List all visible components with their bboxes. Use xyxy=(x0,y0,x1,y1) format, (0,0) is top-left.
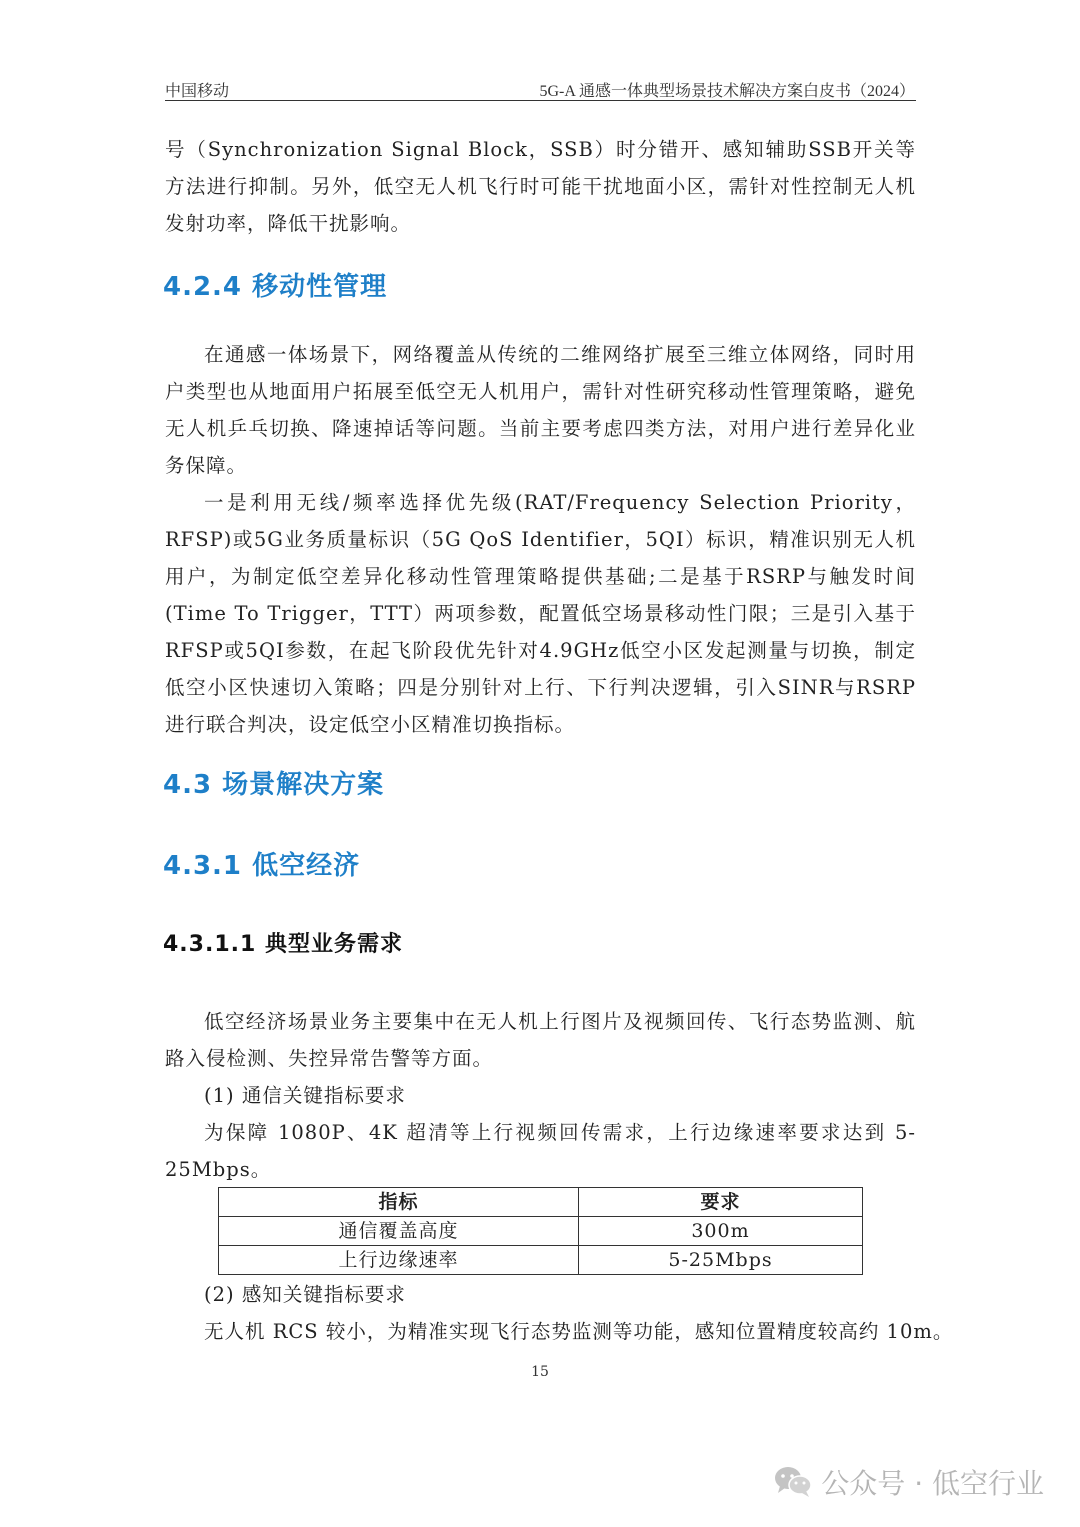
table-header-cell: 指标 xyxy=(219,1188,579,1217)
table-row xyxy=(219,1246,863,1275)
requirements-table xyxy=(218,1187,863,1275)
table-cell: 上行边缘速率 xyxy=(219,1246,579,1275)
table-row xyxy=(219,1217,863,1246)
item2-title: (2) 感知关键指标要求 xyxy=(204,1283,406,1306)
section-4-2-4-body xyxy=(165,336,916,743)
header-left: 中国移动 xyxy=(165,83,230,100)
wechat-icon xyxy=(773,1464,813,1500)
section-4-3-1-title: 4.3.1 低空经济 xyxy=(163,851,361,881)
table-header-cell: 要求 xyxy=(579,1188,863,1217)
section-4-3-title: 4.3 场景解决方案 xyxy=(163,770,385,800)
watermark-text: 公众号 · 低空行业 xyxy=(821,1467,1044,1500)
table-cell: 300m xyxy=(579,1217,863,1246)
watermark xyxy=(773,1462,1044,1502)
item1-text: 为保障 1080P、4K 超清等上行视频回传需求，上行边缘速率要求达到 5-25Mbps。 xyxy=(165,1121,916,1181)
section-4-2-4-title: 4.2.4 移动性管理 xyxy=(163,272,388,302)
paragraph: 低空经济场景业务主要集中在无人机上行图片及视频回传、飞行态势监测、航路入侵检测、失控异常告警等方面。 xyxy=(165,1010,916,1070)
table-header-row xyxy=(219,1188,863,1217)
paragraph: 在通感一体场景下，网络覆盖从传统的二维网络扩展至三维立体网络，同时用户类型也从地面用户拓展至低空无人机用户，需针对性研究移动性管理策略，避免无人机乒乓切换、降速掉话等问题。当前主要考虑四类方法，对用户进行差异化业务保障。 xyxy=(165,343,916,477)
section-4-3-1-1-body xyxy=(165,1003,916,1188)
paragraph: 一是利用无线/频率选择优先级(RAT/Frequency Selection Priority，RFSP)或5G业务质量标识（5G QoS Identifier，5QI）标识，精准识别无人机用户，为制定低空差异化移动性管理策略提供基础;二是基于RSRP与触发时间(Time To Trigger，TTT）两项参数，配置低空场景移动性门限；三是引入基于RFSP或5QI参数，在起飞阶段优先针对4.9GHz低空小区发起测量与切换，制定低空小区快速切入策略；四是分别针对上行、下行判决逻辑，引入SINR与RSRP进行联合判决，设定低空小区精准切换指标。 xyxy=(165,491,916,736)
page-number: 15 xyxy=(531,1364,549,1380)
intro-paragraph-text: 号（Synchronization Signal Block，SSB）时分错开、感知辅助SSB开关等方法进行抑制。另外，低空无人机飞行时可能干扰地面小区，需针对性控制无人机发射功率，降低干扰影响。 xyxy=(165,138,916,235)
item1-title: (1) 通信关键指标要求 xyxy=(204,1084,406,1107)
intro-paragraph xyxy=(165,131,916,242)
item2-text: 无人机 RCS 较小，为精准实现飞行态势监测等功能，感知位置精度较高约 10m。 xyxy=(204,1320,954,1343)
header-right: 5G-A 通感一体典型场景技术解决方案白皮书（2024） xyxy=(539,83,915,100)
table-cell: 通信覆盖高度 xyxy=(219,1217,579,1246)
section-4-3-1-1-title: 4.3.1.1 典型业务需求 xyxy=(163,932,403,957)
header-rule xyxy=(165,100,916,101)
table-cell: 5-25Mbps xyxy=(579,1246,863,1275)
